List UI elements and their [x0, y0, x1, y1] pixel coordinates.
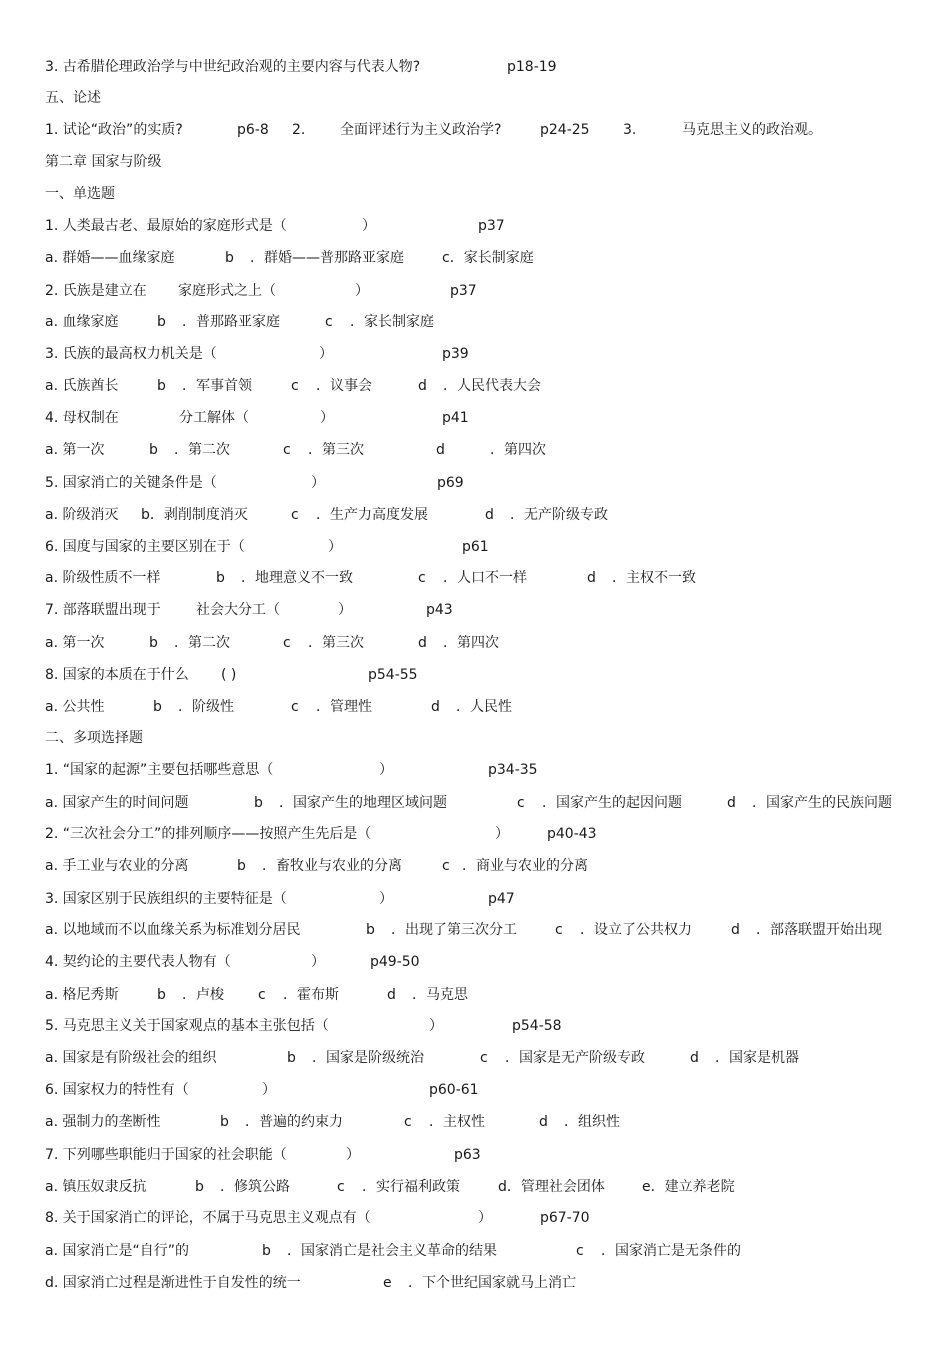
- text-segment: ）: [362, 218, 376, 234]
- text-segment: c: [337, 1179, 345, 1195]
- text-segment: ）: [495, 826, 509, 842]
- text-segment: a. 国家产生的时间问题: [45, 795, 189, 811]
- text-segment: 家庭形式之上（: [178, 283, 276, 299]
- text-segment: p18-19: [507, 59, 557, 75]
- text-segment: p54-55: [368, 667, 418, 683]
- text-segment: d．管理社会团体: [498, 1179, 605, 1195]
- text-segment: c: [291, 507, 299, 523]
- text-segment: p37: [450, 283, 477, 299]
- text-segment: ）: [319, 346, 333, 362]
- text-segment: p47: [488, 891, 515, 907]
- text-segment: p69: [437, 475, 464, 491]
- text-segment: ）: [346, 1147, 360, 1163]
- text-segment: 6. 国度与国家的主要区别在于（: [45, 539, 245, 555]
- text-segment: d: [539, 1114, 548, 1130]
- text-segment: b: [157, 378, 166, 394]
- text-segment: d: [418, 378, 427, 394]
- text-segment: c: [283, 635, 291, 651]
- text-segment: p41: [442, 410, 469, 426]
- text-segment: ）: [311, 954, 325, 970]
- text-segment: a. 强制力的垄断性: [45, 1114, 161, 1130]
- text-segment: b: [157, 987, 166, 1003]
- text-segment: ．议事会: [316, 378, 372, 394]
- text-segment: p40-43: [547, 826, 597, 842]
- text-segment: c: [325, 314, 333, 330]
- text-segment: a. 手工业与农业的分离: [45, 858, 189, 874]
- text-segment: ．人民代表大会: [443, 378, 541, 394]
- text-segment: ．国家产生的地理区域问题: [279, 795, 447, 811]
- text-segment: p67-70: [540, 1210, 590, 1226]
- text-segment: c: [517, 795, 525, 811]
- text-segment: c: [404, 1114, 412, 1130]
- text-segment: a. 第一次: [45, 635, 105, 651]
- text-segment: ）: [355, 283, 369, 299]
- text-segment: c: [291, 378, 299, 394]
- text-segment: ．国家是机器: [715, 1050, 799, 1066]
- text-segment: ( ): [221, 667, 237, 683]
- text-segment: b．剥削制度消灭: [141, 507, 248, 523]
- text-segment: 全面评述行为主义政治学?: [340, 122, 502, 138]
- text-segment: c: [480, 1050, 488, 1066]
- text-segment: d. 国家消亡过程是渐进性于自发性的统一: [45, 1275, 301, 1291]
- text-segment: a. 氏族酋长: [45, 378, 119, 394]
- text-segment: ．马克思: [412, 987, 468, 1003]
- text-segment: b: [254, 795, 263, 811]
- text-segment: ．部落联盟开始出现: [756, 922, 882, 938]
- text-segment: d: [731, 922, 740, 938]
- text-segment: p6-8: [237, 122, 269, 138]
- text-segment: 1. 人类最古老、最原始的家庭形式是（: [45, 218, 287, 234]
- text-segment: d: [727, 795, 736, 811]
- text-segment: 二、多项选择题: [45, 730, 143, 746]
- text-segment: 4. 契约论的主要代表人物有（: [45, 954, 231, 970]
- text-segment: 2. “三次社会分工”的排列顺序——按照产生先后是（: [45, 826, 372, 842]
- text-segment: 8. 关于国家消亡的评论，不属于马克思主义观点有（: [45, 1210, 371, 1226]
- text-segment: ．普遍的约束力: [245, 1114, 343, 1130]
- text-segment: 3. 国家区别于民族组织的主要特征是（: [45, 891, 287, 907]
- text-segment: p39: [442, 346, 469, 362]
- text-segment: ）: [379, 891, 393, 907]
- text-segment: ．畜牧业与农业的分离: [262, 858, 402, 874]
- text-segment: 3. 氏族的最高权力机关是（: [45, 346, 217, 362]
- text-segment: 3. 古希腊伦理政治学与中世纪政治观的主要内容与代表人物?: [45, 59, 421, 75]
- text-segment: c．家长制家庭: [442, 250, 534, 266]
- text-segment: 7. 部落联盟出现于: [45, 602, 161, 618]
- text-segment: d: [485, 507, 494, 523]
- text-segment: p43: [426, 602, 453, 618]
- text-segment: b: [153, 699, 162, 715]
- text-segment: ．商业与农业的分离: [462, 858, 588, 874]
- text-segment: a. 国家是有阶级社会的组织: [45, 1050, 217, 1066]
- text-segment: d: [431, 699, 440, 715]
- text-segment: p34-35: [488, 762, 538, 778]
- text-segment: ．实行福利政策: [362, 1179, 460, 1195]
- text-segment: ．卢梭: [182, 987, 224, 1003]
- text-segment: c: [418, 570, 426, 586]
- text-segment: ．国家产生的起因问题: [542, 795, 682, 811]
- text-segment: ．生产力高度发展: [316, 507, 428, 523]
- text-segment: 8. 国家的本质在于什么: [45, 667, 189, 683]
- text-segment: a. 阶级消灭: [45, 507, 119, 523]
- text-segment: c: [283, 442, 291, 458]
- text-segment: 7. 下列哪些职能归于国家的社会职能（: [45, 1147, 287, 1163]
- text-segment: ．国家是无产阶级专政: [505, 1050, 645, 1066]
- text-segment: b: [366, 922, 375, 938]
- text-segment: p60-61: [429, 1082, 479, 1098]
- text-segment: a. 第一次: [45, 442, 105, 458]
- text-segment: 2.: [292, 122, 306, 138]
- text-segment: ．霍布斯: [283, 987, 339, 1003]
- text-segment: ）: [311, 475, 325, 491]
- text-segment: 第二章 国家与阶级: [45, 154, 162, 170]
- text-segment: ．第二次: [174, 442, 230, 458]
- text-segment: c: [555, 922, 563, 938]
- text-segment: e．建立养老院: [642, 1179, 735, 1195]
- text-segment: 6. 国家权力的特性有（: [45, 1082, 189, 1098]
- text-segment: 1. 试论“政治”的实质?: [45, 122, 183, 138]
- text-segment: ．军事首领: [182, 378, 252, 394]
- text-segment: c: [576, 1243, 584, 1259]
- text-segment: c: [442, 858, 450, 874]
- text-segment: d: [436, 442, 445, 458]
- text-segment: d: [418, 635, 427, 651]
- text-segment: d: [690, 1050, 699, 1066]
- text-segment: ．第三次: [308, 635, 364, 651]
- text-segment: p54-58: [512, 1018, 562, 1034]
- text-segment: c: [258, 987, 266, 1003]
- text-segment: ）: [262, 1082, 276, 1098]
- text-segment: b: [157, 314, 166, 330]
- text-segment: 2. 氏族是建立在: [45, 283, 147, 299]
- text-segment: 马克思主义的政治观。: [682, 122, 822, 138]
- text-segment: 3.: [623, 122, 637, 138]
- text-segment: ．地理意义不一致: [241, 570, 353, 586]
- text-segment: b: [149, 635, 158, 651]
- text-segment: 分工解体（: [179, 410, 249, 426]
- text-segment: ．群婚——普那路亚家庭: [250, 250, 404, 266]
- text-segment: ．第三次: [308, 442, 364, 458]
- text-segment: ）: [328, 539, 342, 555]
- text-segment: a. 镇压奴隶反抗: [45, 1179, 147, 1195]
- text-segment: ）: [478, 1210, 492, 1226]
- text-segment: 5. 国家消亡的关键条件是（: [45, 475, 217, 491]
- text-segment: 1. “国家的起源”主要包括哪些意思（: [45, 762, 274, 778]
- text-segment: b: [195, 1179, 204, 1195]
- text-segment: p49-50: [370, 954, 420, 970]
- text-segment: ．国家消亡是无条件的: [601, 1243, 741, 1259]
- text-segment: ．出现了第三次分工: [391, 922, 517, 938]
- text-segment: ）: [320, 410, 334, 426]
- text-segment: 4. 母权制在: [45, 410, 119, 426]
- text-segment: ．第四次: [443, 635, 499, 651]
- text-segment: 社会大分工（: [196, 602, 280, 618]
- text-segment: ．下个世纪国家就马上消亡: [408, 1275, 576, 1291]
- text-segment: 五、论述: [45, 90, 101, 106]
- text-segment: ．修筑公路: [220, 1179, 290, 1195]
- text-segment: ．国家是阶级统治: [312, 1050, 424, 1066]
- text-segment: ．人口不一样: [443, 570, 527, 586]
- text-segment: ．第四次: [490, 442, 546, 458]
- text-segment: p61: [462, 539, 489, 555]
- text-segment: ）: [429, 1018, 443, 1034]
- text-segment: p63: [454, 1147, 481, 1163]
- text-segment: ．组织性: [564, 1114, 620, 1130]
- text-segment: a. 格尼秀斯: [45, 987, 119, 1003]
- text-segment: 5. 马克思主义关于国家观点的基本主张包括（: [45, 1018, 329, 1034]
- text-segment: ）: [379, 762, 393, 778]
- text-segment: b: [225, 250, 234, 266]
- text-segment: b: [287, 1050, 296, 1066]
- text-segment: a. 血缘家庭: [45, 314, 119, 330]
- text-segment: ．设立了公共权力: [580, 922, 692, 938]
- text-segment: a. 公共性: [45, 699, 105, 715]
- text-segment: ．主权性: [429, 1114, 485, 1130]
- text-segment: b: [220, 1114, 229, 1130]
- text-segment: a. 以地域而不以血缘关系为标准划分居民: [45, 922, 301, 938]
- text-segment: p37: [478, 218, 505, 234]
- text-segment: 一、单选题: [45, 186, 115, 202]
- text-segment: e: [383, 1275, 392, 1291]
- text-segment: c: [291, 699, 299, 715]
- text-segment: ．人民性: [456, 699, 512, 715]
- text-segment: ．家长制家庭: [350, 314, 434, 330]
- text-segment: ．普那路亚家庭: [182, 314, 280, 330]
- text-segment: d: [387, 987, 396, 1003]
- text-segment: d: [587, 570, 596, 586]
- text-segment: p24-25: [540, 122, 590, 138]
- text-segment: a. 阶级性质不一样: [45, 570, 161, 586]
- text-segment: ．主权不一致: [612, 570, 696, 586]
- text-segment: ．第二次: [174, 635, 230, 651]
- text-segment: ．管理性: [316, 699, 372, 715]
- text-segment: b: [262, 1243, 271, 1259]
- text-segment: ．阶级性: [178, 699, 234, 715]
- text-segment: a. 群婚——血缘家庭: [45, 250, 175, 266]
- text-segment: ）: [338, 602, 352, 618]
- text-segment: ．无产阶级专政: [510, 507, 608, 523]
- text-segment: ．国家消亡是社会主义革命的结果: [287, 1243, 497, 1259]
- text-segment: b: [149, 442, 158, 458]
- text-segment: b: [237, 858, 246, 874]
- text-segment: b: [216, 570, 225, 586]
- text-segment: ．国家产生的民族问题: [752, 795, 892, 811]
- text-segment: a. 国家消亡是“自行”的: [45, 1243, 189, 1259]
